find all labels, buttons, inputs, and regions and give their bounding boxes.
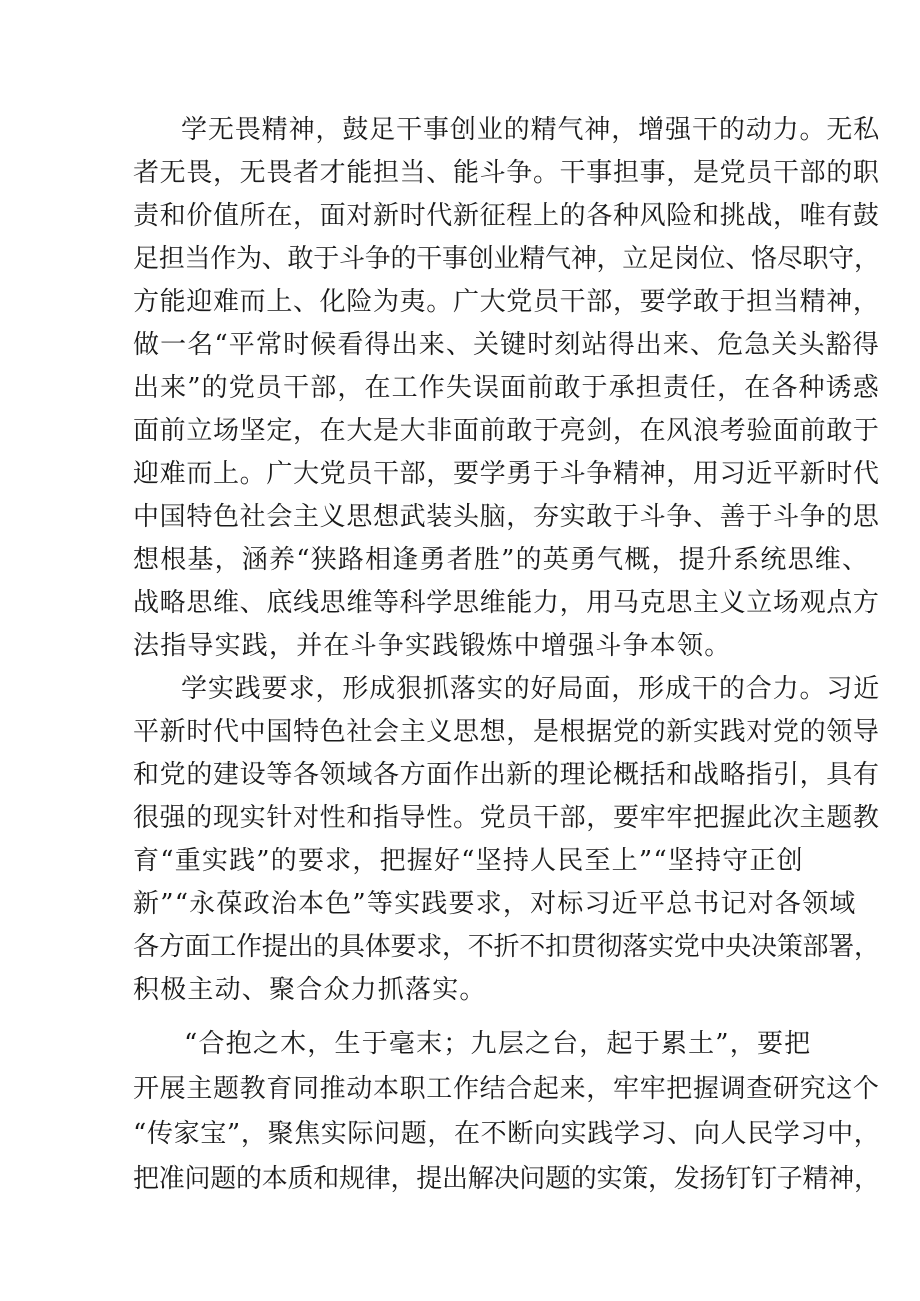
text-line: 学实践要求，形成狠抓落实的好局面，形成干的合力。习近 [181, 674, 881, 704]
text-line: 迎难而上。广大党员干部，要学勇于斗争精神，用习近平新时代 [133, 459, 880, 489]
text-line: 开展主题教育同推动本职工作结合起来，牢牢把握调查研究这个 [133, 1074, 880, 1104]
text-line: 战略思维、底线思维等科学思维能力，用马克思主义立场观点方 [133, 588, 880, 618]
text-line: 出来”的党员干部，在工作失误面前敢于承担责任，在各种诱惑 [133, 373, 880, 403]
text-line: 学无畏精神，鼓足干事创业的精气神，增强干的动力。无私 [181, 115, 881, 145]
text-line: 面前立场坚定，在大是大非面前敢于亮剑，在风浪考验面前敢于 [133, 416, 880, 446]
text-line: 很强的现实针对性和指导性。党员干部，要牢牢把握此次主题教 [133, 803, 880, 833]
text-line: 平新时代中国特色社会主义思想，是根据党的新实践对党的领导 [133, 717, 880, 747]
text-line: 方能迎难而上、化险为夷。广大党员干部，要学敢于担当精神， [133, 287, 880, 317]
text-line: 法指导实践，并在斗争实践锻炼中增强斗争本领。 [133, 631, 732, 661]
text-line: 把准问题的本质和规律，提出解决问题的实策，发扬钉钉子精神， [133, 1164, 880, 1194]
text-line: 积极主动、聚合众力抓落实。 [133, 975, 487, 1005]
text-line: 足担当作为、敢于斗争的干事创业精气神，立足岗位、恪尽职守， [133, 244, 880, 274]
text-line: 各方面工作提出的具体要求，不折不扣贯彻落实党中央决策部署， [133, 932, 880, 962]
text-line: 责和价值所在，面对新时代新征程上的各种风险和挑战，唯有鼓 [133, 201, 880, 231]
text-line: 者无畏，无畏者才能担当、能斗争。干事担事，是党员干部的职 [133, 158, 880, 188]
text-line: “合抱之木，生于毫末；九层之台，起于累土”，要把 [184, 1029, 812, 1059]
text-line: 想根基，涵养“狭路相逢勇者胜”的英勇气概，提升系统思维、 [133, 545, 870, 575]
text-line: 中国特色社会主义思想武装头脑，夯实敢于斗争、善于斗争的思 [133, 502, 880, 532]
text-line: 和党的建设等各领域各方面作出新的理论概括和战略指引，具有 [133, 760, 880, 790]
text-line: “传家宝”，聚焦实际问题，在不断向实践学习、向人民学习中， [133, 1119, 881, 1149]
text-line: 新”“永葆政治本色”等实践要求，对标习近平总书记对各领域 [133, 889, 857, 919]
text-line: 育“重实践”的要求，把握好“坚持人民至上”“坚持守正创 [133, 846, 804, 876]
text-line: 做一名“平常时候看得出来、关键时刻站得出来、危急关头豁得 [133, 330, 880, 360]
